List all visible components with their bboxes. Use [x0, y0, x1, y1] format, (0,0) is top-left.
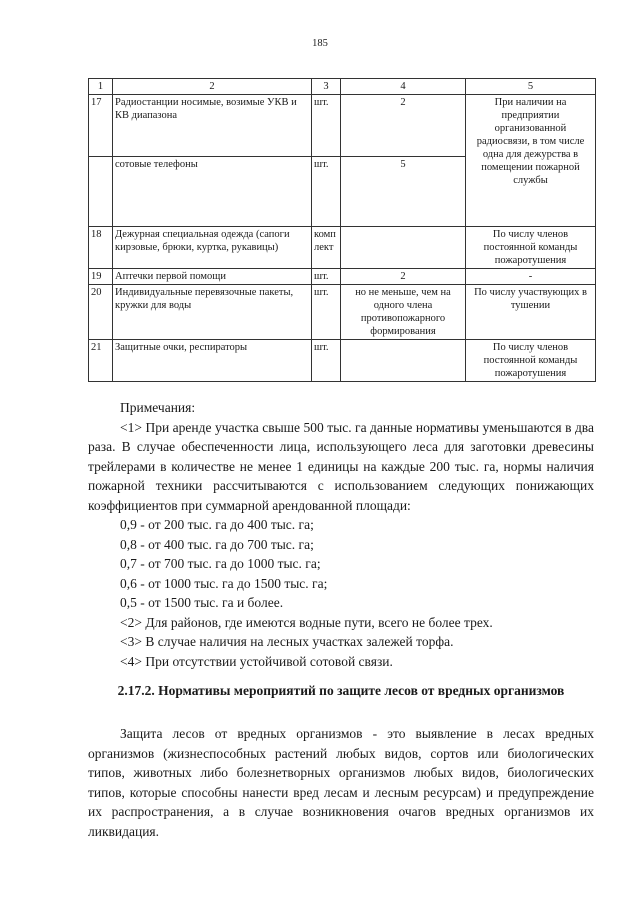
item-unit: комплект	[312, 227, 341, 269]
item-quantity	[341, 227, 466, 269]
note-1: <1> При аренде участка свыше 500 тыс. га данные нормативы уменьшаются в два раза. В случае обеспеченности лица, использующего леса для заготовки древесины трейлерами в количестве не менее 1 единицы на каждые 200 тыс. га, нормы наличия пожарной техники рассчитываются с использованием следующих понижающих коэффициентов при суммарной арендованной площади:	[88, 419, 594, 513]
page-number: 185	[312, 38, 328, 49]
equipment-norms-table	[88, 78, 596, 382]
item-unit: шт.	[312, 340, 341, 382]
coefficient-line: 0,6 - от 1000 тыс. га до 1500 тыс. га;	[120, 575, 328, 591]
item-unit: шт.	[312, 95, 341, 157]
item-quantity: но не меньше, чем на одного члена противопожарного формирования	[341, 285, 466, 340]
notes-title: Примечания:	[120, 400, 196, 415]
item-name: Аптечки первой помощи	[113, 269, 312, 285]
coefficient-line: 0,9 - от 200 тыс. га до 400 тыс. га;	[120, 517, 314, 532]
item-name: сотовые телефоны	[113, 157, 312, 227]
table-row	[89, 269, 596, 285]
item-name: Дежурная специальная одежда (сапоги кирзовые, брюки, куртка, рукавицы)	[113, 227, 312, 269]
item-note: По числу участвующих в тушении	[466, 285, 596, 340]
section-paragraph: Защита лесов от вредных организмов - это выявление в лесах вредных организмов (жизнеспособных растений любых видов, сортов или биологических типов, животных либо болезнетворных организмов любых видов, биологических типов, которые способны нанести вред лесам и лесным ресурсам) и предупреждение их распространения, а в случае возникновения очагов вредных организмов их ликвидация.	[88, 726, 594, 839]
coefficient-line: 0,5 - от 1500 тыс. га и более.	[120, 595, 284, 610]
column-number-2: 2	[113, 79, 312, 95]
section-body	[88, 724, 594, 841]
row-number	[89, 157, 113, 227]
item-quantity: 5	[341, 157, 466, 227]
note-3: <3> В случае наличия на лесных участках залежей торфа.	[120, 634, 454, 649]
item-name: Индивидуальные перевязочные пакеты, кружки для воды	[113, 285, 312, 340]
note-4: <4> При отсутствии устойчивой сотовой связи.	[120, 653, 393, 669]
row-number: 18	[89, 227, 113, 269]
table-row	[89, 95, 596, 157]
item-note: При наличии на предприятии организованной радиосвязи, в том числе одна для дежурства в помещении пожарной службы	[466, 95, 596, 227]
column-number-3: 3	[312, 79, 341, 95]
item-unit: шт.	[312, 157, 341, 227]
coefficient-line: 0,7 - от 700 тыс. га до 1000 тыс. га;	[120, 556, 321, 571]
note-2: <2> Для районов, где имеются водные пути, всего не более трех.	[120, 614, 493, 630]
table-header-row	[89, 79, 596, 95]
table-row	[89, 340, 596, 382]
table-row	[89, 227, 596, 269]
column-number-4: 4	[341, 79, 466, 95]
row-number: 19	[89, 269, 113, 285]
table-row	[89, 285, 596, 340]
item-unit: шт.	[312, 269, 341, 285]
coefficient-line: 0,8 - от 400 тыс. га до 700 тыс. га;	[120, 536, 314, 552]
item-unit: шт.	[312, 285, 341, 340]
item-name: Защитные очки, респираторы	[113, 340, 312, 382]
notes-block	[88, 398, 594, 671]
row-number: 17	[89, 95, 113, 157]
item-quantity	[341, 340, 466, 382]
row-number: 20	[89, 285, 113, 340]
row-number: 21	[89, 340, 113, 382]
item-quantity: 2	[341, 95, 466, 157]
section-heading: 2.17.2. Нормативы мероприятий по защите лесов от вредных организмов	[117, 683, 565, 698]
item-name: Радиостанции носимые, возимые УКВ и КВ диапазона	[113, 95, 312, 157]
item-quantity: 2	[341, 269, 466, 285]
item-note: По числу членов постоянной команды пожаротушения	[466, 340, 596, 382]
item-note: -	[466, 269, 596, 285]
column-number-5: 5	[466, 79, 596, 95]
item-note: По числу членов постоянной команды пожаротушения	[466, 227, 596, 269]
column-number-1: 1	[89, 79, 113, 95]
